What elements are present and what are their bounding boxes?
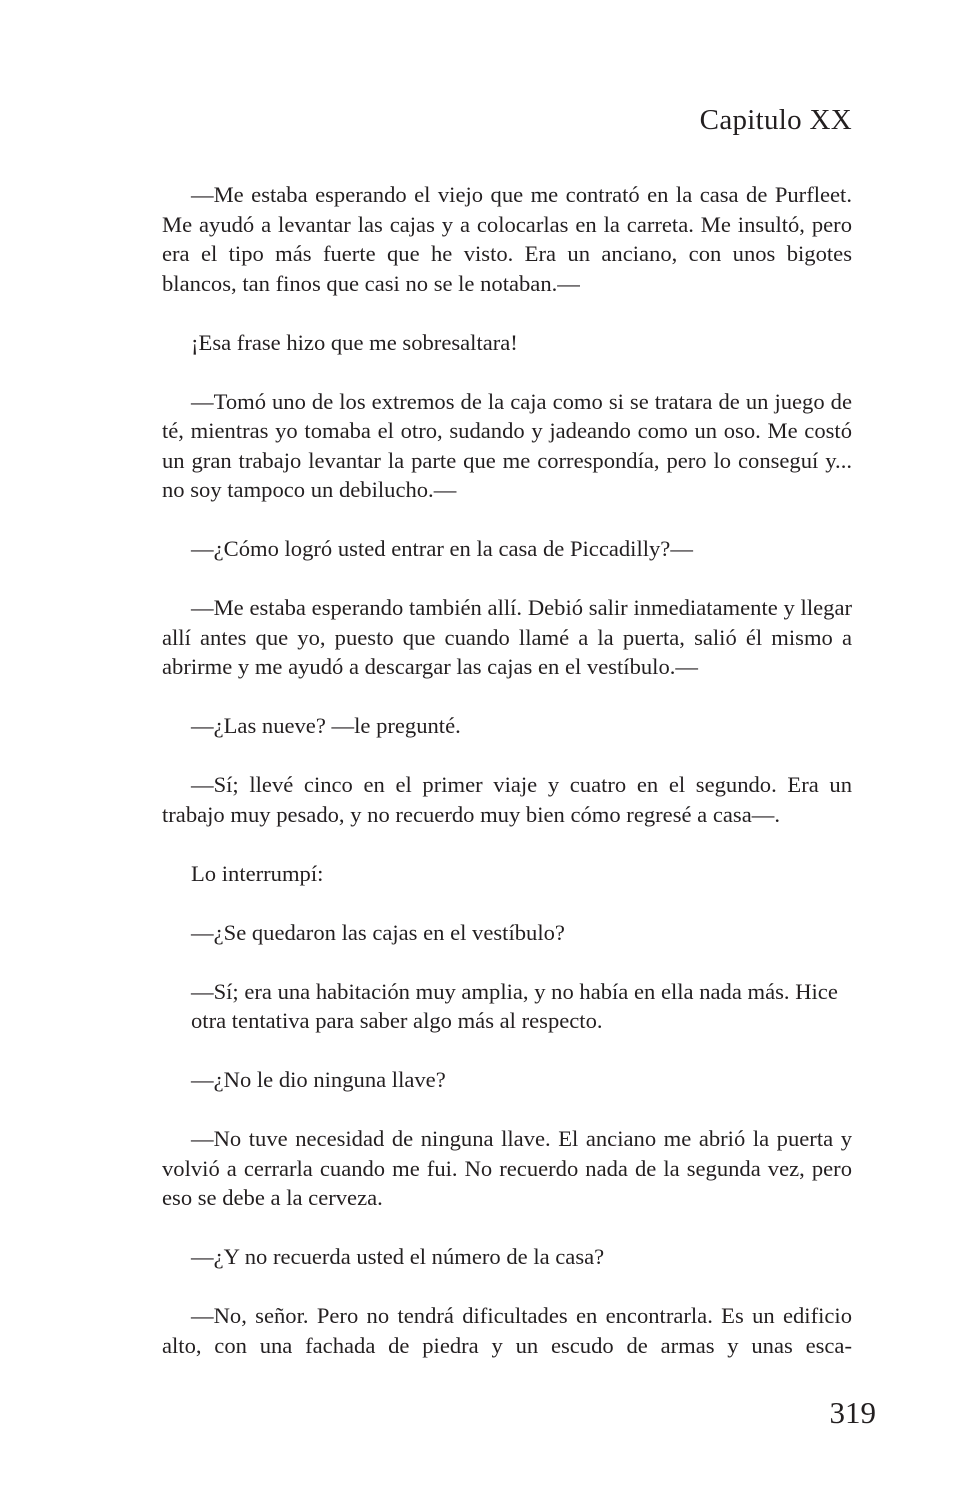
paragraph: —¿Las nueve? —le pregunté. (191, 713, 461, 738)
page-number: 319 (829, 1395, 876, 1430)
paragraph: ¡Esa frase hizo que me sobresaltara! (191, 329, 518, 355)
paragraph: —Me estaba esperando también allí. Debió salir inmediatamente y llegar allí antes que yo, puesto que cuando llamé a la puerta, salió él mismo a abrirme y me ayudó a descargar las cajas en el vestíbulo.— (162, 595, 852, 679)
paragraph: —¿Cómo logró usted entrar en la casa de Piccadilly?— (191, 536, 693, 561)
paragraph: —No, señor. Pero no tendrá dificultades en encontrarla. Es un edificio alto, con una fachada de piedra y un escudo de armas y unas esca- (162, 1303, 852, 1358)
paragraph: —Me estaba esperando el viejo que me contrató en la casa de Purfleet. Me ayudó a levantar las cajas y a colocarlas en la carreta. Me insultó, pero era el tipo más fuerte que he visto. Era un anciano, con unos bigotes blancos, tan finos que casi no se le notaban.— (162, 182, 852, 296)
paragraph: —¿No le dio ninguna llave? (191, 1067, 446, 1092)
paragraph: —Sí; era una habitación muy amplia, y no había en ella nada más. Hice otra tentativa para saber algo más al respecto. (191, 978, 838, 1033)
paragraph: —¿Se quedaron las cajas en el vestíbulo? (191, 919, 565, 945)
paragraph: —No tuve necesidad de ninguna llave. El anciano me abrió la puerta y volvió a cerrarla cuando me fui. No recuerdo nada de la segunda vez, pero eso se debe a la cerveza. (162, 1126, 852, 1210)
body-text (162, 180, 852, 1390)
paragraph: —Tomó uno de los extremos de la caja como si se tratara de un juego de té, mientras yo tomaba el otro, sudando y jadeando como un oso. Me costó un gran trabajo levantar la parte que me correspondía, pero lo conseguí y... no soy tampoco un debilucho.— (162, 388, 852, 502)
paragraph: Lo interrumpí: (191, 860, 324, 886)
chapter-title: Capitulo XX (699, 104, 852, 136)
paragraph: —¿Y no recuerda usted el número de la casa? (191, 1244, 605, 1269)
paragraph: —Sí; llevé cinco en el primer viaje y cuatro en el segundo. Era un trabajo muy pesado, y no recuerdo muy bien cómo regresé a casa—. (162, 772, 852, 827)
